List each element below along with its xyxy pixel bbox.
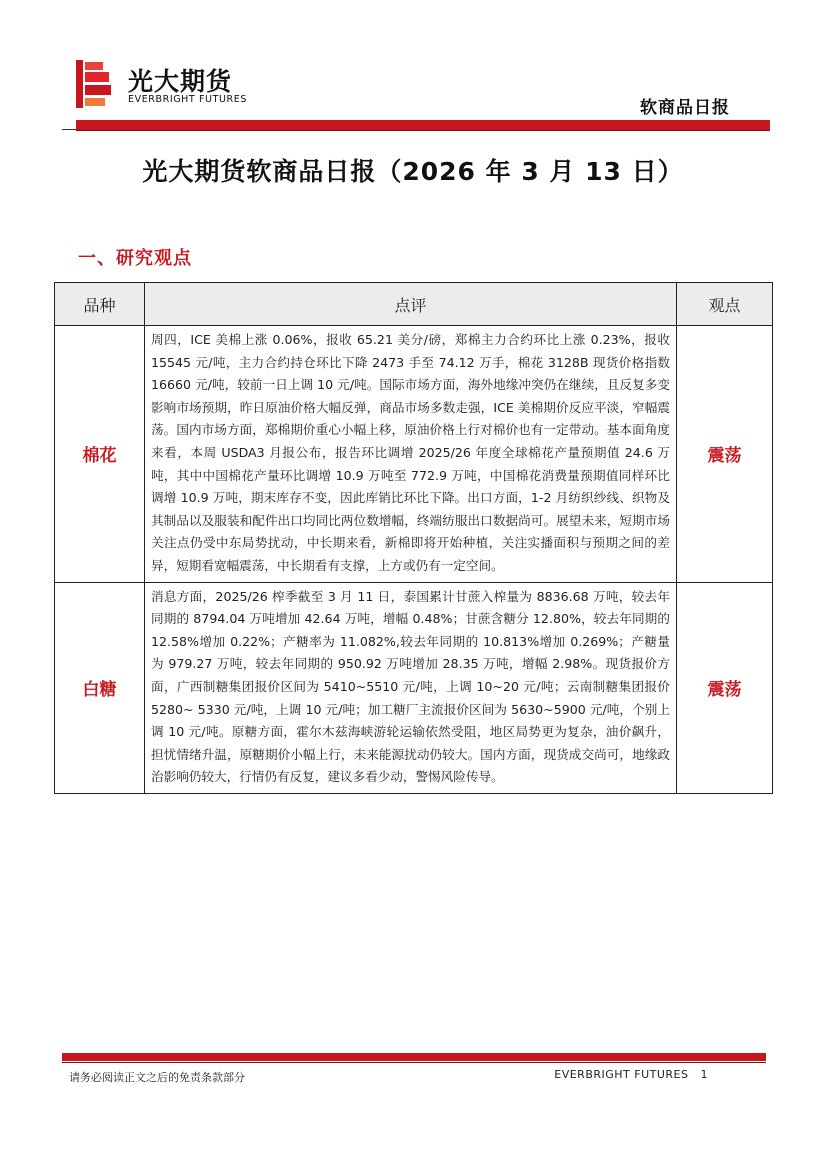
table-row-sugar <box>55 582 773 793</box>
header-divider <box>76 120 770 130</box>
header-view: 观点 <box>677 283 773 326</box>
document-type: 软商品日报 <box>640 98 730 118</box>
logo-mark-icon <box>76 60 116 108</box>
header-tick <box>62 129 76 130</box>
variety-cell: 棉花 <box>55 326 145 583</box>
comment-cell: 消息方面，2025/26 榨季截至 3 月 11 日，泰国累计甘蔗入榨量为 8836.68 万吨，较去年同期的 8794.04 万吨增加 42.64 万吨，增幅 0.48%；甘蔗含糖分 12.80%，较去年同期的 12.58%增加 0.22%；产糖率为 11.082%,较去年同期的 10.813%增加 0.269%；产糖量为 979.27 万吨，较去年同期的 950.92 万吨增加 28.35 万吨，增幅 2.98%。现货报价方面，广西制糖集团报价区间为 5410~5510 元/吨，上调 10~20 元/吨；云南制糖集团报价 5280~ 5330 元/吨，上调 10 元/吨；加工糖厂主流报价区间为 5630~5900 元/吨，个别上调 10 元/吨。原糖方面，霍尔木兹海峡游轮运输依然受阻，地区局势更为复杂，油价飙升，担忧情绪升温，原糖期价小幅上行，未来能源扰动仍较大。国内方面，现货成交尚可，地缘政治影响仍较大，行情仍有反复，建议多看少动，警惕风险传导。 <box>145 582 677 793</box>
logo-english-name: EVERBRIGHT FUTURES <box>128 94 247 105</box>
header-divider-line <box>76 130 770 131</box>
header-comment: 点评 <box>145 283 677 326</box>
company-logo <box>76 60 256 110</box>
comment-cell: 周四，ICE 美棉上涨 0.06%，报收 65.21 美分/磅，郑棉主力合约环比上涨 0.23%，报收 15545 元/吨，主力合约持仓环比下降 2473 手至 74.12 万手，棉花 3128B 现货价格指数 16660 元/吨，较前一日上调 10 元/吨。国际市场方面，海外地缘冲突仍在继续，且反复多变影响市场预期，昨日原油价格大幅反弹，商品市场多数走强，ICE 美棉期价反应平淡，窄幅震荡。国内市场方面，郑棉期价重心小幅上移，原油价格上行对棉价也有一定带动。基本面角度来看，本周 USDA3 月报公布，报告环比调增 2025/26 年度全球棉花产量预期值 24.6 万吨，其中中国棉花产量环比调增 10.9 万吨至 772.9 万吨，中国棉花消费量预期值同样环比调增 10.9 万吨，期末库存不变，因此库销比环比下降。出口方面，1-2 月纺织纱线、织物及其制品以及服装和配件出口均同比两位数增幅，终端纺服出口数据尚可。展望未来，短期市场关注点仍受中东局势扰动，中长期来看，新棉即将开始种植，关注实播面积与预期之间的差异，短期看宽幅震荡，中长期看有支撑，上方或仍有一定空间。 <box>145 326 677 583</box>
footer-divider <box>62 1053 766 1061</box>
view-cell: 震荡 <box>677 326 773 583</box>
page-number: 1 <box>700 1068 708 1081</box>
logo-chinese-name: 光大期货 <box>128 67 233 96</box>
footer-company: EVERBRIGHT FUTURES <box>554 1068 689 1081</box>
footer-company-page <box>554 1068 708 1081</box>
footer-divider-line <box>62 1062 766 1063</box>
table-header-row <box>55 283 773 326</box>
view-cell: 震荡 <box>677 582 773 793</box>
footer-disclaimer: 请务必阅读正文之后的免责条款部分 <box>69 1071 245 1084</box>
page-title: 光大期货软商品日报（2026 年 3 月 13 日） <box>142 157 684 186</box>
research-table <box>54 282 773 794</box>
variety-cell: 白糖 <box>55 582 145 793</box>
table-row-cotton <box>55 326 773 583</box>
section-heading: 一、研究观点 <box>78 248 192 269</box>
header-variety: 品种 <box>55 283 145 326</box>
